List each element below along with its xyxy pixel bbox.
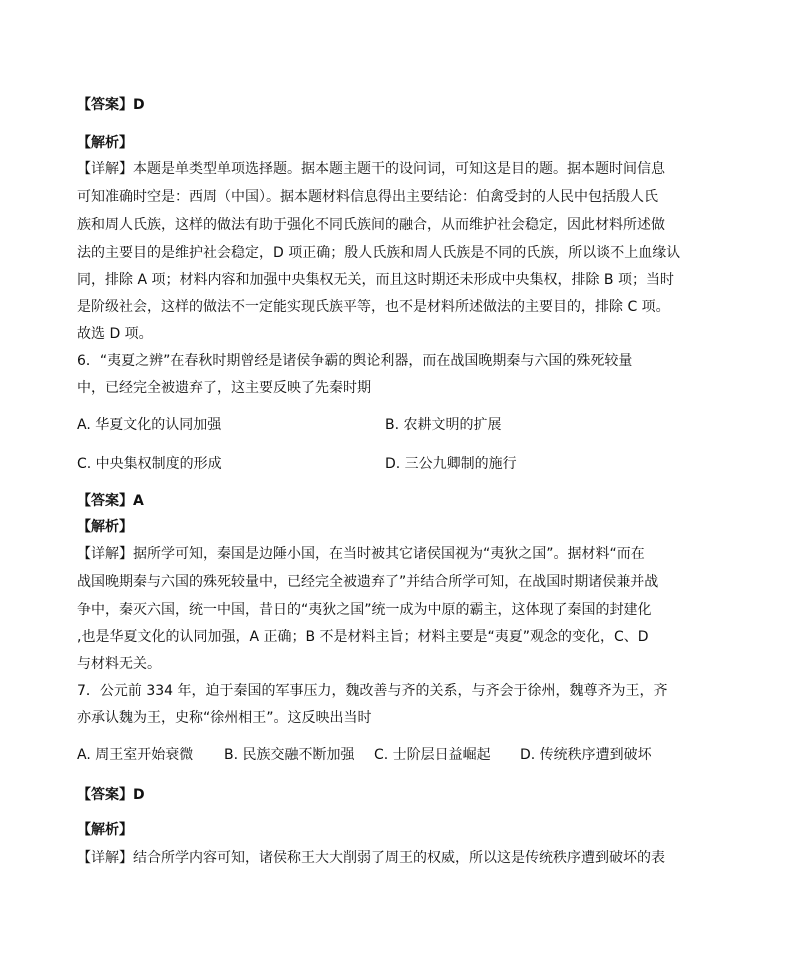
question-7-stem: 亦承认魏为王，史称“徐州相王”。这反映出当时 bbox=[77, 710, 372, 726]
q6-option-a: A. 华夏文化的认同加强 bbox=[77, 417, 222, 433]
question-7-stem: 7．公元前 334 年，迫于秦国的军事压力，魏改善与齐的关系，与齐会于徐州，魏尊齐为王，齐 bbox=[77, 683, 668, 699]
q7-option-a: A. 周王室开始衰微 bbox=[77, 747, 194, 763]
detail-line: 族和周人氏族，这样的做法有助于强化不同氏族间的融合，从而维护社会稳定，因此材料所述做 bbox=[77, 217, 665, 233]
detail-line: 是阶级社会，这样的做法不一定能实现氏族平等，也不是材料所述做法的主要目的，排除 C 项。 bbox=[77, 299, 670, 315]
detail-line: 【详解】结合所学内容可知，诸侯称王大大削弱了周王的权威，所以这是传统秩序遭到破坏的表 bbox=[77, 850, 665, 866]
q7-option-c: C. 士阶层日益崛起 bbox=[374, 747, 491, 763]
detail-line: 故选 D 项。 bbox=[77, 326, 153, 342]
question-6-stem: 中，已经完全被遗弃了，这主要反映了先秦时期 bbox=[77, 380, 371, 396]
answer-label-q5: 【答案】D bbox=[77, 97, 145, 113]
q7-option-d: D. 传统秩序遭到破坏 bbox=[520, 747, 652, 763]
answer-label-q7: 【答案】D bbox=[77, 787, 145, 803]
detail-line: 与材料无关。 bbox=[77, 656, 161, 672]
question-6-stem: 6．“夷夏之辨”在春秋时期曾经是诸侯争霸的舆论利器，而在战国晚期秦与六国的殊死较量 bbox=[77, 353, 633, 369]
detail-line: 法的主要目的是维护社会稳定，D 项正确；殷人氏族和周人氏族是不同的氏族，所以谈不上血缘认 bbox=[77, 245, 681, 261]
answer-label-q6: 【答案】A bbox=[77, 493, 144, 509]
analysis-label-q7: 【解析】 bbox=[77, 822, 133, 838]
detail-line: ,也是华夏文化的认同加强，A 正确；B 不是材料主旨；材料主要是“夷夏”观念的变化，C、D bbox=[77, 629, 649, 645]
detail-line: 【详解】本题是单类型单项选择题。据本题主题干的设问词，可知这是目的题。据本题时间信息 bbox=[77, 161, 665, 177]
detail-line: 争中，秦灭六国，统一中国，昔日的“夷狄之国”统一成为中原的霸主，这体现了秦国的封建化 bbox=[77, 602, 652, 618]
detail-line: 同，排除 A 项；材料内容和加强中央集权无关，而且这时期还未形成中央集权，排除 B 项；当时 bbox=[77, 272, 674, 288]
q7-option-b: B. 民族交融不断加强 bbox=[224, 747, 355, 763]
q6-option-b: B. 农耕文明的扩展 bbox=[385, 417, 502, 433]
analysis-label-q5: 【解析】 bbox=[77, 135, 133, 151]
detail-line: 可知准确时空是：西周（中国）。据本题材料信息得出主要结论：伯禽受封的人民中包括殷人氏 bbox=[77, 189, 658, 205]
detail-line: 战国晚期秦与六国的殊死较量中，已经完全被遗弃了”并结合所学可知，在战国时期诸侯兼并战 bbox=[77, 574, 659, 590]
detail-line: 【详解】据所学可知，秦国是边陲小国，在当时被其它诸侯国视为“夷狄之国”。据材料“而在 bbox=[77, 546, 645, 562]
analysis-label-q6: 【解析】 bbox=[77, 519, 133, 535]
q6-option-d: D. 三公九卿制的施行 bbox=[385, 456, 517, 472]
q6-option-c: C. 中央集权制度的形成 bbox=[77, 456, 222, 472]
